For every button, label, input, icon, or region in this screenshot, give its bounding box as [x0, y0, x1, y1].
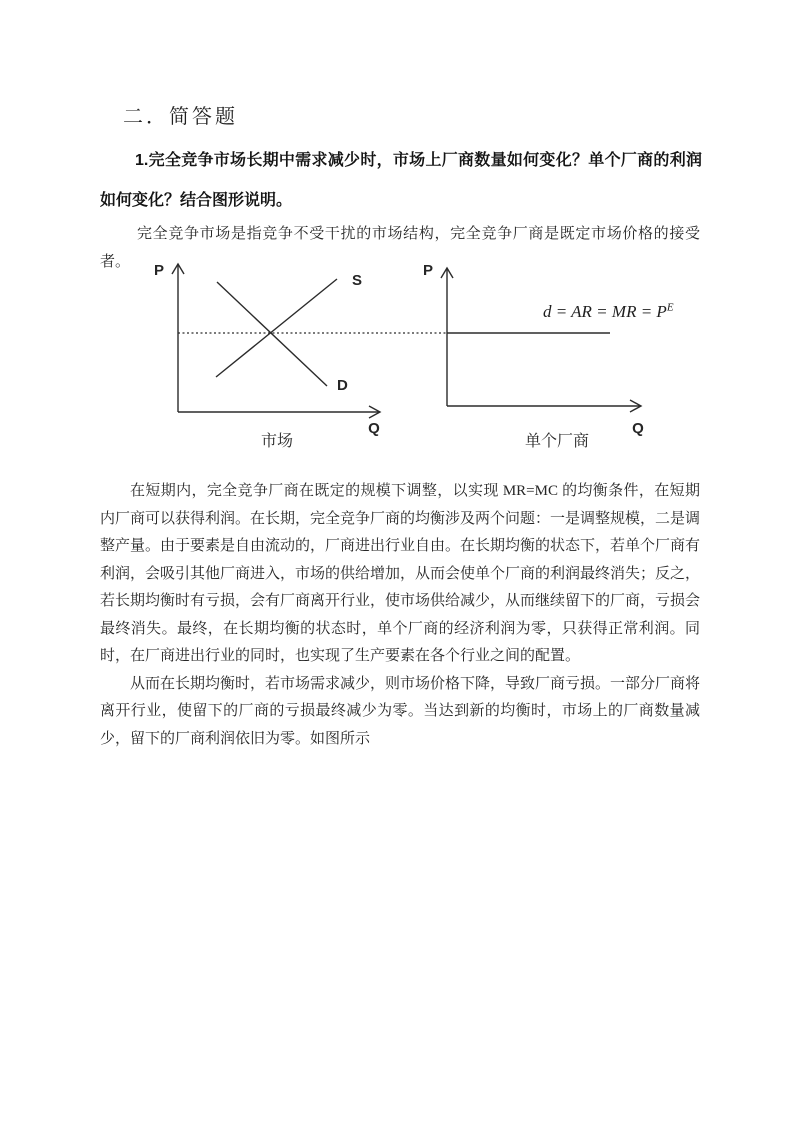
intro-paragraph: 完全竞争市场是指竞争不受干扰的市场结构，完全竞争厂商是既定市场价格的接受者。	[100, 226, 700, 270]
supply-curve	[216, 279, 337, 377]
answer-paragraph-long-run: 在短期内，完全竞争厂商在既定的规模下调整，以实现 MR=MC 的均衡条件，在短期内厂商可以获得利润。在长期，完全竞争厂商的均衡涉及两个问题：一是调整规模，二是调整产量。由于要素是自由流动的，厂商进出行业自由。在长期均衡的状态下，若单个厂商有利润，会吸引其他厂商进入，市场的供给增加，从而会使单个厂商的利润最终消失；反之，若长期均衡时有亏损，会有厂商离开行业，使市场供给减少，从而继续留下的厂商，亏损会最终消失。最终，在长期均衡的状态时，单个厂商的经济利润为零，只获得正常利润。同时，在厂商进出行业的同时，也实现了生产要素在各个行业之间的配置。	[100, 483, 701, 664]
firm-demand-formula	[543, 302, 674, 322]
answer-paragraph-demand-decrease: 从而在长期均衡时，若市场需求减少，则市场价格下降，导致厂商亏损。一部分厂商将离开行业，使留下的厂商的亏损最终减少为零。当达到新的均衡时，市场上的厂商数量减少，留下的厂商利润依旧为零。如图所示	[100, 675, 701, 747]
figure-canvas	[0, 253, 800, 458]
demand-curve-label: D	[337, 377, 348, 394]
firm-demand-formula-main: d = AR = MR = P	[543, 302, 667, 321]
market-y-axis-label: P	[153, 262, 165, 279]
firm-demand-formula-superscript: E	[666, 301, 674, 314]
firm-caption: 单个厂商	[524, 433, 590, 450]
demand-curve	[217, 282, 327, 386]
firm-x-axis-label: Q	[632, 420, 644, 437]
section-heading: 二．简答题	[123, 106, 238, 128]
equilibrium-figure	[0, 253, 800, 458]
firm-y-axis-label: P	[422, 262, 434, 279]
market-caption: 市场	[260, 433, 294, 450]
question-text: 1.完全竞争市场长期中需求减少时，市场上厂商数量如何变化？单个厂商的利润如何变化？结合图形说明。	[100, 152, 702, 209]
answer-text	[100, 478, 700, 753]
supply-curve-label: S	[352, 272, 363, 289]
market-x-axis-label: Q	[368, 420, 380, 437]
